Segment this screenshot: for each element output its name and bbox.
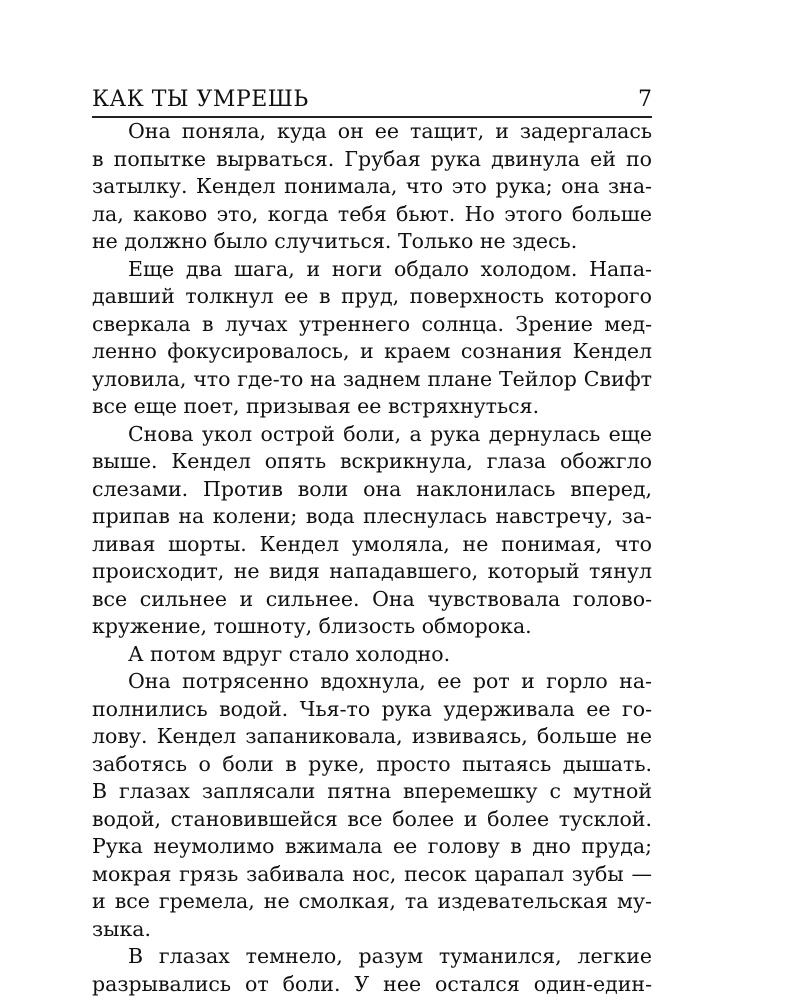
page-number: 7	[638, 87, 652, 112]
text-line: разрывались от боли. У нее остался один-един-	[92, 971, 652, 996]
text-line: А потом вдруг стало холодно.	[128, 641, 451, 666]
text-line: В глазах заплясали пятна вперемешку с мутной	[92, 779, 652, 803]
text-line: все еще поет, призывая ее встряхнуться.	[92, 394, 540, 418]
text-line: затылку. Кендел понимала, что это рука; она зна-	[92, 174, 652, 198]
text-line: в попытке вырваться. Грубая рука двинула ей по	[92, 146, 652, 171]
text-line: все сильнее и сильнее. Она чувствовала голово-	[92, 586, 652, 611]
text-line: ленно фокусировалось, и краем сознания Кендел	[92, 339, 652, 363]
text-line: уловила, что где-то на заднем плане Тейлор Свифт	[92, 366, 652, 391]
text-line: не должно было случиться. Только не здесь.	[92, 229, 578, 253]
text-line: сверкала в лучах утреннего солнца. Зрение мед-	[92, 311, 652, 336]
text-line: В глазах темнело, разум туманился, легкие	[128, 944, 652, 968]
text-line: происходит, не видя нападавшего, который тянул	[92, 559, 652, 583]
text-line: давший толкнул ее в пруд, поверхность которого	[92, 284, 652, 308]
text-line: Снова укол острой боли, а рука дернулась еще	[128, 421, 652, 446]
text-line: полнились водой. Чья-то рука удерживала ее го-	[92, 696, 652, 721]
text-line: Рука неумолимо вжимала ее голову в дно пруда;	[92, 834, 652, 858]
text-line: Еще два шага, и ноги обдало холодом. Напа-	[128, 256, 652, 281]
running-title: КАК ТЫ УМРЕШЬ	[92, 87, 309, 112]
text-line: зыка.	[92, 916, 152, 941]
text-line: мокрая грязь забивала нос, песок царапал зубы —	[92, 861, 652, 886]
text-line: слезами. Против воли она наклонилась вперед,	[92, 476, 652, 501]
text-line: припав на колени; вода плеснулась навстречу, за-	[92, 504, 652, 528]
text-line: водой, становившейся все более и более тусклой.	[92, 806, 652, 831]
text-line: кружение, тошноту, близость обморока.	[92, 614, 532, 638]
text-line: Она потрясенно вдохнула, ее рот и горло на-	[128, 669, 652, 693]
text-line: выше. Кендел опять вскрикнула, глаза обожгло	[92, 449, 652, 473]
page-header	[92, 86, 652, 118]
text-line: заботясь о боли в руке, просто пытаясь дышать.	[92, 751, 652, 776]
text-line: ливая шорты. Кендел умоляла, не понимая, что	[92, 531, 652, 556]
text-line: и все гремела, не смолкая, та издевательская му-	[92, 889, 652, 913]
text-line: лову. Кендел запаниковала, извиваясь, больше не	[92, 724, 652, 748]
text-line: Она поняла, куда он ее тащит, и задергалась	[128, 119, 652, 143]
body-text	[92, 118, 652, 998]
text-line: ла, каково это, когда тебя бьют. Но этого больше	[92, 201, 652, 226]
